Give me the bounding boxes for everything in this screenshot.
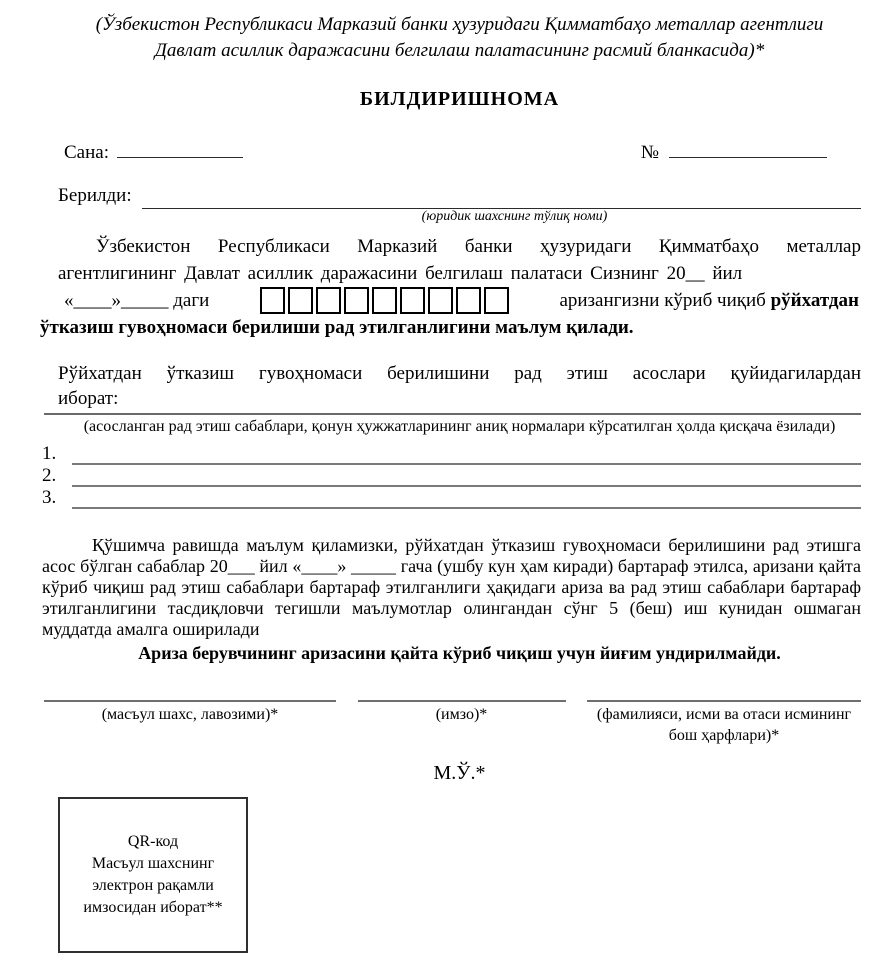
code-box xyxy=(288,287,313,314)
reasons-caption: (асосланган рад этиш сабаблари, қонун ҳужжатларининг аниқ нормалари кўрсатилган ҳолда қисқача ёзилади) xyxy=(83,418,836,435)
signature-blank-line xyxy=(358,690,566,702)
list-item-number: 2. xyxy=(42,465,57,486)
issued-to-caption: (юридик шахснинг тўлиқ номи) xyxy=(421,209,608,224)
signature-caption: (имзо)* xyxy=(435,706,488,723)
issued-to-label: Берилди: xyxy=(58,185,132,206)
number-field xyxy=(641,139,827,166)
fee-note: Ариза берувчининг аризасини қайта кўриб чиқиш учун йиғим ундирилмайди. xyxy=(138,643,781,663)
reasons-intro-line2 xyxy=(44,387,861,415)
additional-paragraph: Қўшимча равишда маълум қиламизки, рўйхатдан ўтказиш гувоҳномаси берилишини рад этишга асос бўлган сабаблар 20___ йил «____» _____ гача (ушбу кун ҳам киради) бартараф этилса, аризани қайта кўриб чиқиш рад этиш сабаблари бартараф этилганлиги ҳақидаги ариза ва рад этиш сабаблари бартараф этилганлигини тасдиқловчи тегишли маълумотлар олингандан сўнг 5 (беш) иш кунидан ошмаган муддатда амалга оширилади xyxy=(42,535,861,639)
qr-box-line: имзосидан иборат** xyxy=(83,899,223,916)
qr-box-line: Масъул шахснинг xyxy=(91,855,215,872)
list-item-number: 1. xyxy=(42,443,57,464)
signature-caption: (фамилияси, исми ва отаси исмининг бош ҳарфлари)* xyxy=(596,706,852,744)
signature-col-signature xyxy=(358,690,566,746)
letterhead-note xyxy=(58,12,861,64)
qr-box-line: QR-код xyxy=(127,833,179,850)
main-paragraph-line3-text: аризангизни кўриб чиқиб рўйхатдан xyxy=(559,290,859,311)
number-label: № xyxy=(640,142,659,163)
list-item-number: 3. xyxy=(42,487,57,508)
letterhead-note-line2: Давлат асиллик даражасини белгилаш палатасининг расмий бланкасида)* xyxy=(154,40,765,61)
code-box xyxy=(260,287,285,314)
main-paragraph-line4-bold: ўтказиш гувоҳномаси берилиши рад этилганлигини маълум қилади. xyxy=(40,317,634,338)
seal-label: М.Ў.* xyxy=(433,762,486,784)
code-box xyxy=(316,287,341,314)
bold-refusal-start: рўйхатдан xyxy=(770,290,859,311)
signature-blank-line xyxy=(587,690,861,702)
list-item-blank-line xyxy=(72,467,861,487)
signature-caption: (масъул шахс, лавозими)* xyxy=(101,706,279,723)
list-item-blank-line xyxy=(72,489,861,509)
qr-code-box xyxy=(58,797,248,953)
signature-row xyxy=(44,690,861,746)
signature-col-name xyxy=(587,690,861,746)
reasons-intro-line2-text: иборат: xyxy=(58,388,119,409)
signature-blank-line xyxy=(44,690,336,702)
letterhead-note-line1: (Ўзбекистон Республикаси Марказий банки ҳузуридаги Қимматбаҳо металлар агентлиги xyxy=(95,14,824,35)
main-paragraph-line1: Ўзбекистон Республикаси Марказий банки ҳузуридаги Қимматбаҳо металлар xyxy=(96,236,861,257)
date-label: Сана: xyxy=(64,142,109,163)
code-box xyxy=(400,287,425,314)
code-boxes xyxy=(260,287,509,314)
main-paragraph-line3 xyxy=(64,287,859,314)
signature-col-person xyxy=(44,690,336,746)
list-item xyxy=(42,487,861,509)
list-item xyxy=(42,443,861,465)
date-blank-line xyxy=(117,139,243,158)
date-number-row xyxy=(58,139,861,166)
main-paragraph-line2: агентлигининг Давлат асиллик даражасини белгилаш палатаси Сизнинг 20__ йил xyxy=(58,263,743,284)
date-field xyxy=(64,139,243,166)
list-item xyxy=(42,465,861,487)
document-title: БИЛДИРИШНОМА xyxy=(359,88,560,110)
qr-box-line: электрон рақамли xyxy=(92,877,214,894)
code-box xyxy=(456,287,481,314)
code-box xyxy=(344,287,369,314)
code-box xyxy=(428,287,453,314)
reasons-list xyxy=(42,443,861,509)
number-blank-line xyxy=(669,139,827,158)
issued-to-row xyxy=(58,183,861,209)
code-box xyxy=(484,287,509,314)
list-item-blank-line xyxy=(72,445,861,465)
main-paragraph xyxy=(40,233,861,341)
application-date-blanks: «____»_____ даги xyxy=(64,290,210,311)
reasons-intro-line1: Рўйхатдан ўтказиш гувоҳномаси берилишини рад этиш асослари қуйидагилардан xyxy=(58,363,861,384)
code-box xyxy=(372,287,397,314)
issued-to-blank-line xyxy=(142,186,861,209)
